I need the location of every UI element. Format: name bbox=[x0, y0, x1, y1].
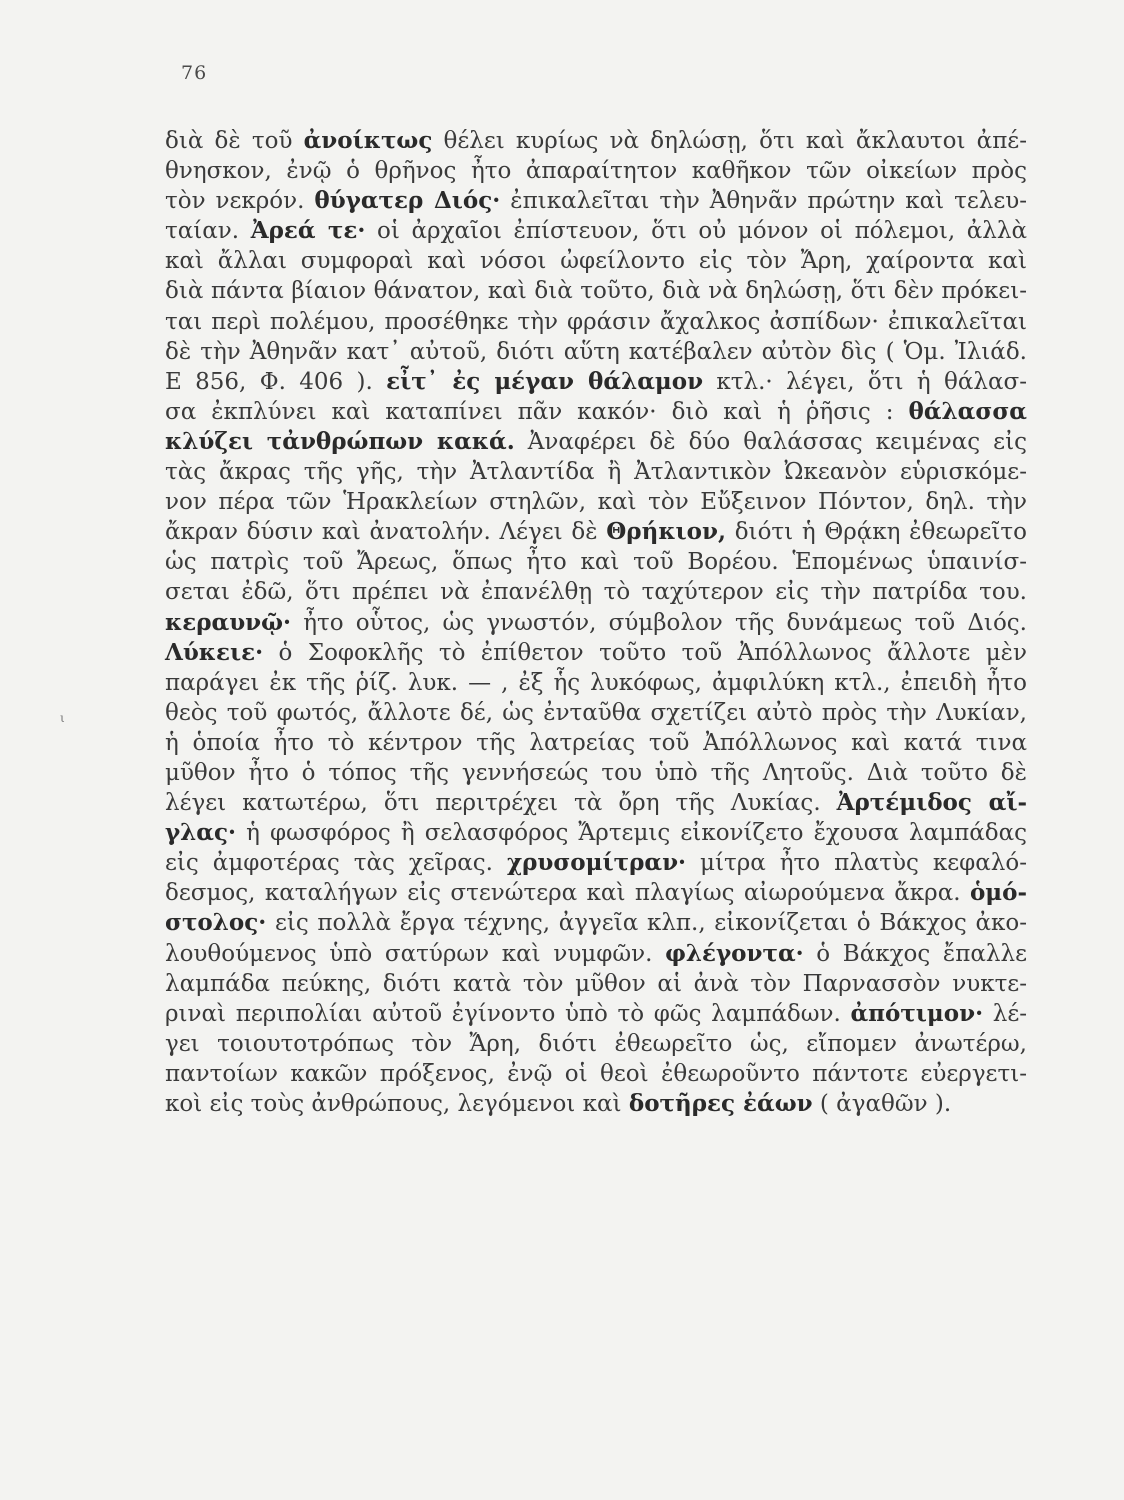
text-run: θνησκον, ἐνῷ ὁ θρῆνος ἦτο ἀπαραίτητον καθῆκον τῶν οἰκείων πρὸς bbox=[165, 158, 1027, 185]
text-run: Ἀναφέρει δὲ δύο θαλάσσας κειμένας εἰς bbox=[514, 428, 1027, 455]
text-line bbox=[165, 758, 1027, 788]
text-line bbox=[165, 999, 1027, 1029]
bold-lemma: φλέγοντα· bbox=[665, 939, 804, 967]
text-line bbox=[165, 547, 1027, 577]
margin-mark: ι bbox=[60, 711, 65, 725]
text-run: οἱ ἀρχαῖοι ἐπίστευον, ὅτι οὐ μόνον οἱ πόλεμοι, ἀλλὰ bbox=[365, 218, 1027, 245]
bold-lemma: θύγατερ Διός· bbox=[314, 187, 501, 215]
text-run: διότι ἡ Θρᾴκη ἐθεωρεῖτο bbox=[726, 519, 1027, 546]
text-line bbox=[165, 276, 1027, 306]
text-run: λουθούμενος ὑπὸ σατύρων καὶ νυμφῶν. bbox=[165, 940, 666, 967]
text-line bbox=[165, 939, 1027, 969]
text-run: εἰς ἀμφοτέρας τὰς χεῖρας. bbox=[165, 850, 507, 877]
bold-lemma: κεραυνῷ· bbox=[165, 608, 292, 636]
text-line bbox=[165, 1029, 1027, 1059]
text-run: μίτρα ἦτο πλατὺς κεφαλό- bbox=[686, 850, 1027, 877]
text-run: παράγει ἐκ τῆς ῥίζ. λυκ. — , ἐξ ἧς λυκόφως, ἀμφιλύκη κτλ., ἐπειδὴ ἦτο bbox=[165, 669, 1027, 696]
text-line bbox=[165, 577, 1027, 607]
text-run: νον πέρα τῶν Ἡρακλείων στηλῶν, καὶ τὸν Εὔξεινον Πόντον, δηλ. τὴν bbox=[165, 489, 1027, 516]
text-run: καὶ ἄλλαι συμφοραὶ καὶ νόσοι ὠφείλοντο εἰς τὸν Ἄρη, χαίροντα καὶ bbox=[165, 248, 1027, 275]
text-line bbox=[165, 1089, 1027, 1119]
text-line bbox=[165, 1059, 1027, 1089]
text-line bbox=[165, 818, 1027, 848]
text-line bbox=[165, 698, 1027, 728]
text-line bbox=[165, 728, 1027, 758]
text-line bbox=[165, 186, 1027, 216]
text-run: ἦτο οὗτος, ὡς γνωστόν, σύμβολον τῆς δυνάμεως τοῦ Διός. bbox=[291, 609, 1027, 636]
text-run: ἐπικαλεῖται τὴν Ἀθηνᾶν πρώτην καὶ τελευ- bbox=[500, 188, 1027, 215]
text-line bbox=[165, 427, 1027, 457]
text-line bbox=[165, 668, 1027, 698]
text-line bbox=[165, 788, 1027, 818]
text-run: ταίαν. bbox=[165, 218, 251, 245]
page-number: 76 bbox=[181, 62, 208, 84]
bold-lemma: γλας· bbox=[165, 819, 237, 847]
bold-lemma: ἀνοίκτως bbox=[303, 127, 433, 154]
text-run: λέγει κατωτέρω, ὅτι περιτρέχει τὰ ὄρη τῆς Λυκίας. bbox=[165, 790, 837, 817]
text-line bbox=[165, 367, 1027, 397]
text-run: λέ- bbox=[983, 1000, 1028, 1027]
text-line bbox=[165, 216, 1027, 246]
bold-lemma: χρυσομίτραν· bbox=[506, 849, 687, 877]
text-run: κοὶ εἰς τοὺς ἀνθρώπους, λεγόμενοι καὶ bbox=[165, 1091, 629, 1117]
text-run: ται περὶ πολέμου, προσέθηκε τὴν φράσιν ἄχαλκος ἀσπίδων· ἐπικαλεῖται bbox=[165, 308, 1027, 335]
text-run: γει τοιουτοτρόπως τὸν Ἄρη, διότι ἐθεωρεῖτο ὡς, εἴπομεν ἀνωτέρω, bbox=[165, 1030, 1027, 1057]
text-run: ὁ Βάκχος ἔπαλλε bbox=[803, 940, 1027, 967]
text-run: ἄκραν δύσιν καὶ ἀνατολήν. Λέγει δὲ bbox=[165, 519, 607, 546]
text-run: ὡς πατρὶς τοῦ Ἄρεως, ὅπως ἦτο καὶ τοῦ Βορέου. Ἑπομένως ὑπαινίσ- bbox=[165, 549, 1027, 576]
text-line bbox=[165, 337, 1027, 367]
text-run: σεται ἐδῶ, ὅτι πρέπει νὰ ἐπανέλθῃ τὸ ταχύτερον εἰς τὴν πατρίδα του. bbox=[165, 579, 1027, 606]
text-run: δὲ τὴν Ἀθηνᾶν κατ᾽ αὐτοῦ, διότι αὕτη κατέβαλεν αὐτὸν δὶς ( Ὁμ. Ἰλιάδ. bbox=[165, 338, 1027, 365]
text-run: θέλει κυρίως νὰ δηλώσῃ, ὅτι καὶ ἄκλαυτοι ἀπέ- bbox=[432, 128, 1027, 154]
text-run: Ε 856, Φ. 406 ). bbox=[165, 368, 387, 395]
bold-lemma: εἶτ᾽ ἐς μέγαν θάλαμον bbox=[386, 367, 704, 395]
bold-lemma: θάλασσα bbox=[908, 397, 1027, 425]
body-text bbox=[165, 126, 1027, 1119]
text-line bbox=[165, 487, 1027, 517]
text-run: τὰς ἄκρας τῆς γῆς, τὴν Ἀτλαντίδα ἢ Ἀτλαντικὸν Ὠκεανὸν εὑρισκόμε- bbox=[165, 459, 1027, 486]
text-line bbox=[165, 156, 1027, 186]
text-line bbox=[165, 608, 1027, 638]
text-line bbox=[165, 457, 1027, 487]
text-line bbox=[165, 638, 1027, 668]
text-run: ( ἀγαθῶν ). bbox=[812, 1091, 952, 1117]
text-run: θεὸς τοῦ φωτός, ἄλλοτε δέ, ὡς ἐνταῦθα σχετίζει αὐτὸ πρὸς τὴν Λυκίαν, bbox=[165, 699, 1027, 726]
bold-lemma: δοτῆρες ἐάων bbox=[628, 1090, 813, 1117]
text-line bbox=[165, 908, 1027, 938]
text-run: ἡ ὁποία ἦτο τὸ κέντρον τῆς λατρείας τοῦ Ἀπόλλωνος καὶ κατά τινα bbox=[165, 729, 1027, 756]
bold-lemma: στολος· bbox=[165, 909, 267, 937]
text-run: παντοίων κακῶν πρόξενος, ἐνῷ οἱ θεοὶ ἐθεωροῦντο πάντοτε εὐεργετι- bbox=[165, 1060, 1027, 1087]
bold-lemma: κλύζει τἀνθρώπων κακά. bbox=[165, 427, 515, 455]
text-run: λαμπάδα πεύκης, διότι κατὰ τὸν μῦθον αἱ ἀνὰ τὸν Παρνασσὸν νυκτε- bbox=[165, 970, 1027, 997]
text-run: μῦθον ἦτο ὁ τόπος τῆς γεννήσεώς του ὑπὸ τῆς Λητοῦς. Διὰ τοῦτο δὲ bbox=[165, 759, 1027, 786]
text-line bbox=[165, 848, 1027, 878]
text-line bbox=[165, 517, 1027, 547]
bold-lemma: Ἀρεά τε· bbox=[250, 217, 366, 245]
text-run: σα ἐκπλύνει καὶ καταπίνει πᾶν κακόν· διὸ καὶ ἡ ῥῆσις : bbox=[165, 398, 909, 425]
text-run: κτλ.· λέγει, ὅτι ἡ θάλασ- bbox=[703, 368, 1027, 395]
text-run: τὸν νεκρόν. bbox=[165, 188, 315, 215]
bold-lemma: Λύκειε· bbox=[165, 638, 264, 666]
text-line bbox=[165, 878, 1027, 908]
bold-lemma: ἀπότιμον· bbox=[850, 999, 984, 1027]
text-line bbox=[165, 969, 1027, 999]
text-line bbox=[165, 126, 1027, 156]
text-run: ἡ φωσφόρος ἢ σελασφόρος Ἄρτεμις εἰκονίζετο ἔχουσα λαμπάδας bbox=[236, 820, 1027, 847]
text-line bbox=[165, 307, 1027, 337]
text-run: ριναὶ περιπολίαι αὐτοῦ ἐγίνοντο ὑπὸ τὸ φῶς λαμπάδων. bbox=[165, 1000, 851, 1027]
text-run: διὰ δὲ τοῦ bbox=[165, 128, 304, 154]
bold-lemma: Ἀρτέμιδος αἴ- bbox=[836, 789, 1027, 817]
text-run: δεσμος, καταλήγων εἰς στενώτερα καὶ πλαγίως αἰωρούμενα ἄκρα. bbox=[165, 880, 970, 907]
text-run: ὁ Σοφοκλῆς τὸ ἐπίθετον τοῦτο τοῦ Ἀπόλλωνος ἄλλοτε μὲν bbox=[263, 639, 1027, 666]
text-line bbox=[165, 397, 1027, 427]
bold-lemma: Θρήκιον, bbox=[606, 518, 726, 546]
bold-lemma: ὁμό- bbox=[969, 879, 1027, 907]
text-run: διὰ πάντα βίαιον θάνατον, καὶ διὰ τοῦτο, διὰ νὰ δηλώσῃ, ὅτι δὲν πρόκει- bbox=[165, 278, 1027, 305]
text-run: εἰς πολλὰ ἔργα τέχνης, ἀγγεῖα κλπ., εἰκονίζεται ὁ Βάκχος ἀκο- bbox=[266, 910, 1027, 937]
text-line bbox=[165, 246, 1027, 276]
